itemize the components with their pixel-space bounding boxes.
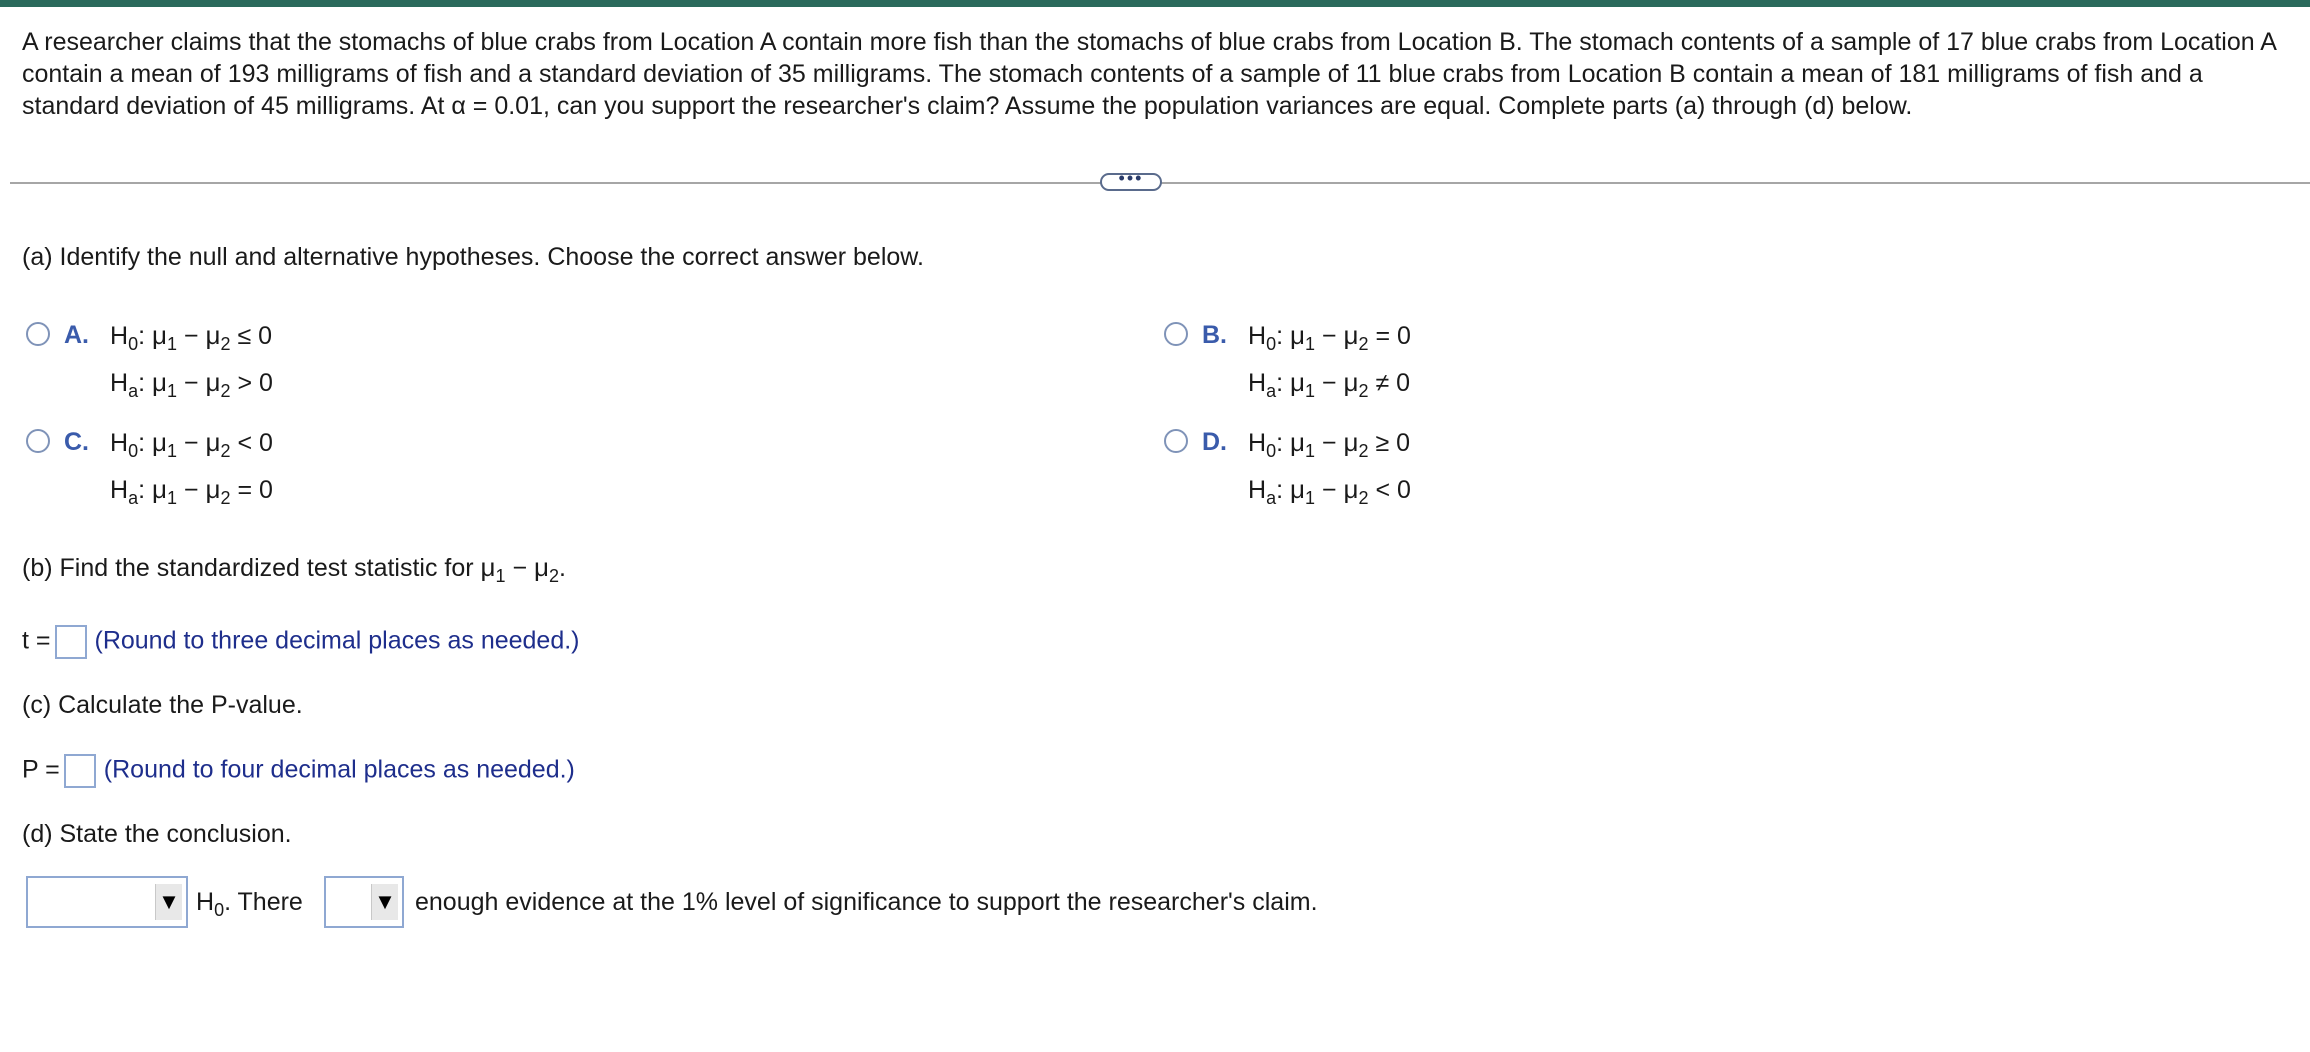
option-c[interactable]	[26, 425, 273, 511]
option-letter: B.	[1202, 321, 1227, 349]
t-answer-input[interactable]	[55, 625, 87, 659]
more-options-button[interactable]	[1100, 168, 1162, 191]
part-b-answer-row	[22, 625, 580, 659]
null-hypothesis: $H_0$: $\mu_1 - \mu_2 = 0$	[1248, 320, 1411, 354]
option-b-radio[interactable]	[1164, 322, 1188, 346]
null-hypothesis: $H_0$: $\mu_1 - \mu_2 \ge 0$	[1248, 427, 1411, 461]
option-d-radio[interactable]	[1164, 429, 1188, 453]
p-rounding-hint: (Round to four decimal places as needed.)	[103, 755, 575, 784]
option-b[interactable]	[1164, 318, 1411, 404]
part-a-prompt: (a) Identify the null and alternative hypotheses. Choose the correct answer below.	[22, 243, 924, 271]
option-b-hypotheses	[1248, 318, 1411, 404]
option-letter: C.	[64, 428, 89, 456]
null-hypothesis: $H_0$: $\mu_1 - \mu_2 \le 0$	[110, 320, 273, 354]
alternative-hypothesis: $H_a$: $\mu_1 - \mu_2 \ne 0$	[1248, 367, 1411, 401]
ellipsis-icon: •••	[1118, 168, 1144, 188]
t-label: t =	[22, 626, 51, 655]
decision-dropdown[interactable]	[26, 876, 188, 928]
option-c-radio[interactable]	[26, 429, 50, 453]
top-accent-bar	[0, 0, 2310, 7]
t-rounding-hint: (Round to three decimal places as needed.)	[94, 626, 580, 655]
option-c-hypotheses	[110, 425, 273, 511]
part-c-answer-row	[22, 754, 575, 788]
alternative-hypothesis: $H_a$: $\mu_1 - \mu_2 < 0$	[1248, 474, 1411, 508]
part-d-h0-text: $H_0$. There	[196, 888, 303, 920]
p-answer-input[interactable]	[64, 754, 96, 788]
alternative-hypothesis: $H_a$: $\mu_1 - \mu_2 > 0$	[110, 367, 273, 401]
dropdown-arrow-icon: ▼	[371, 884, 398, 920]
option-a-hypotheses	[110, 318, 273, 404]
p-label: P =	[22, 755, 60, 784]
option-a-radio[interactable]	[26, 322, 50, 346]
alternative-hypothesis: $H_a$: $\mu_1 - \mu_2 = 0$	[110, 474, 273, 508]
part-d-conclusion-text: enough evidence at the 1% level of significance to support the researcher's claim.	[415, 888, 1318, 916]
dropdown-arrow-icon: ▼	[155, 884, 182, 920]
option-d[interactable]	[1164, 425, 1411, 511]
option-d-hypotheses	[1248, 425, 1411, 511]
problem-statement: A researcher claims that the stomachs of blue crabs from Location A contain more fish than the stomachs of blue crabs from Location B. The stomach contents of a sample of 17 blue crabs from Location A contain a mean of 193 milligrams of fish and a standard deviation of 35 milligrams. The stomach contents of a sample of 11 blue crabs from Location B contain a mean of 181 milligrams of fish and a standard deviation of 45 milligrams. At α = 0.01, can you support the researcher's claim? Assume the population variances are equal. Complete parts (a) through (d) below.	[22, 28, 2276, 120]
option-letter: A.	[64, 321, 89, 349]
option-a[interactable]	[26, 318, 273, 404]
part-b-prompt: (b) Find the standardized test statistic for $\mu_1 - \mu_2$.	[22, 552, 566, 586]
option-letter: D.	[1202, 428, 1227, 456]
evidence-dropdown[interactable]	[324, 876, 404, 928]
part-d-prompt: (d) State the conclusion.	[22, 820, 292, 848]
part-c-prompt: (c) Calculate the P-value.	[22, 691, 303, 719]
null-hypothesis: $H_0$: $\mu_1 - \mu_2 < 0$	[110, 427, 273, 461]
